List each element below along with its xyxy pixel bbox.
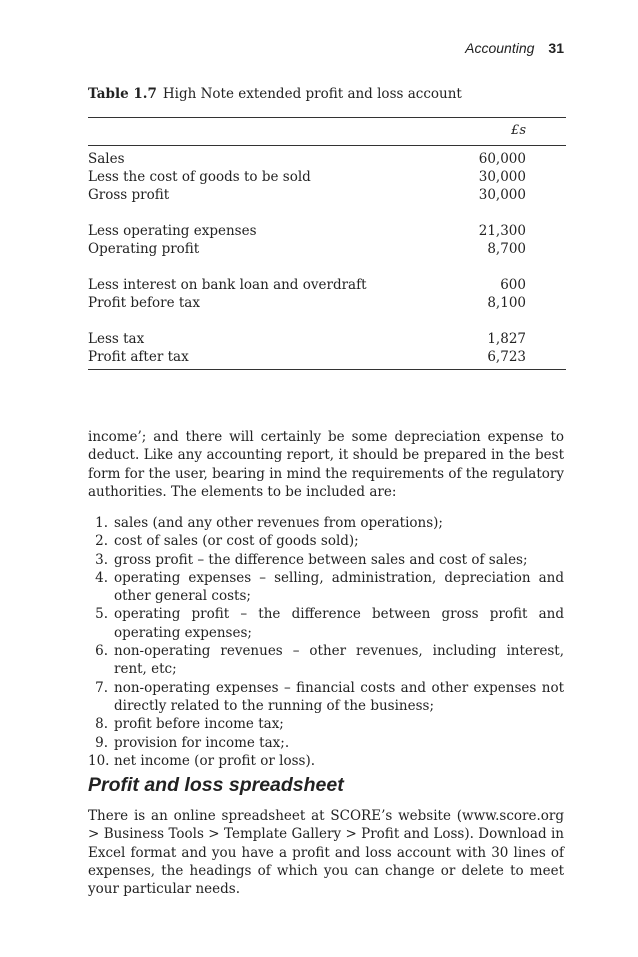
table-row-value: 8,100 bbox=[487, 295, 526, 311]
table-row-label: Less tax bbox=[88, 331, 145, 347]
list-item-text: cost of sales (or cost of goods sold); bbox=[114, 533, 359, 550]
list-item-number: 2. bbox=[95, 533, 108, 550]
table-header-rule bbox=[88, 145, 566, 146]
list-item-text: sales (and any other revenues from operations); bbox=[114, 515, 443, 531]
list-item-number: 9. bbox=[95, 734, 108, 751]
table-spacer bbox=[88, 312, 566, 330]
table-label: Table 1.7 bbox=[88, 86, 157, 102]
table-row-label: Profit before tax bbox=[88, 295, 200, 311]
list-item-text: net income (or profit or loss). bbox=[114, 752, 315, 769]
table-row bbox=[88, 168, 566, 186]
list-item-number: 1. bbox=[95, 515, 108, 531]
table-row-label: Less operating expenses bbox=[88, 223, 257, 239]
list-item-text: non-operating revenues – other revenues, including interest, rent, etc; bbox=[114, 643, 564, 678]
list-item-text: provision for income tax;. bbox=[114, 734, 290, 751]
list-item-number: 4. bbox=[95, 569, 108, 586]
list-item-text: gross profit – the difference between sales and cost of sales; bbox=[114, 551, 528, 568]
spreadsheet-paragraph: There is an online spreadsheet at SCORE’s website (www.score.org > Business Tools > Template Gallery > Profit and Loss). Download in Excel format and you have a profit and loss account with 30 lines of expenses, the headings of which you can change or delete to meet your particular needs. bbox=[88, 808, 564, 898]
table-row-value: 600 bbox=[500, 277, 526, 293]
running-header-section: Accounting bbox=[465, 40, 535, 56]
list-item bbox=[88, 605, 564, 642]
section-heading: Profit and loss spreadsheet bbox=[88, 774, 344, 796]
table-row-value: 1,827 bbox=[487, 331, 526, 347]
table-row-value: 30,000 bbox=[478, 169, 526, 185]
list-item bbox=[88, 715, 564, 733]
elements-list bbox=[88, 514, 564, 770]
table-row-value: 30,000 bbox=[478, 187, 526, 203]
table-row-value: 60,000 bbox=[478, 151, 526, 167]
table-caption bbox=[88, 86, 462, 102]
table-row bbox=[88, 348, 566, 366]
list-item bbox=[88, 569, 564, 606]
list-item-number: 8. bbox=[95, 716, 108, 733]
list-item bbox=[88, 734, 564, 752]
table-unit-row bbox=[88, 118, 566, 144]
list-item bbox=[88, 532, 564, 550]
list-item bbox=[88, 752, 564, 770]
table-row bbox=[88, 330, 566, 348]
page-number: 31 bbox=[548, 40, 564, 56]
table-body bbox=[88, 150, 566, 366]
table-row-value: 21,300 bbox=[478, 223, 526, 239]
table-unit-header: £s bbox=[511, 123, 526, 138]
table-row bbox=[88, 240, 566, 258]
list-item-text: non-operating expenses – financial costs and other expenses not directly related to the running of the business; bbox=[114, 679, 564, 714]
table-row bbox=[88, 276, 566, 294]
table-row-label: Gross profit bbox=[88, 187, 170, 203]
running-header bbox=[465, 40, 564, 56]
table-row-label: Operating profit bbox=[88, 241, 200, 257]
table-row bbox=[88, 294, 566, 312]
table-row-label: Less the cost of goods to be sold bbox=[88, 169, 311, 185]
table-spacer bbox=[88, 258, 566, 276]
table-row-value: 6,723 bbox=[487, 349, 526, 365]
table-title: High Note extended profit and loss account bbox=[162, 86, 462, 102]
list-item-number: 7. bbox=[95, 679, 108, 696]
list-item-number: 6. bbox=[95, 643, 108, 660]
table-bottom-rule bbox=[88, 369, 566, 370]
list-item-text: profit before income tax; bbox=[114, 716, 284, 733]
table-row-label: Sales bbox=[88, 151, 125, 167]
table-row bbox=[88, 150, 566, 168]
table-row-label: Profit after tax bbox=[88, 349, 189, 365]
list-item-text: operating expenses – selling, administration, depreciation and other general costs; bbox=[114, 569, 564, 605]
list-item-number: 3. bbox=[95, 551, 108, 568]
table-row bbox=[88, 186, 566, 204]
table-spacer bbox=[88, 204, 566, 222]
list-item-number: 10. bbox=[88, 752, 110, 769]
body-paragraph: income’; and there will certainly be some depreciation expense to deduct. Like any accounting report, it should be prepared in the best form for the user, bearing in mind the requirements of the regulatory authorities. The elements to be included are: bbox=[88, 429, 564, 500]
list-item-text: operating profit – the difference between gross profit and operating expenses; bbox=[114, 606, 564, 641]
list-item bbox=[88, 551, 564, 569]
list-item bbox=[88, 642, 564, 679]
list-item-number: 5. bbox=[95, 606, 108, 623]
list-item bbox=[88, 514, 564, 532]
table-row bbox=[88, 222, 566, 240]
list-item bbox=[88, 679, 564, 716]
table-row-value: 8,700 bbox=[487, 241, 526, 257]
profit-loss-table bbox=[88, 118, 566, 365]
table-row-label: Less interest on bank loan and overdraft bbox=[88, 277, 367, 293]
